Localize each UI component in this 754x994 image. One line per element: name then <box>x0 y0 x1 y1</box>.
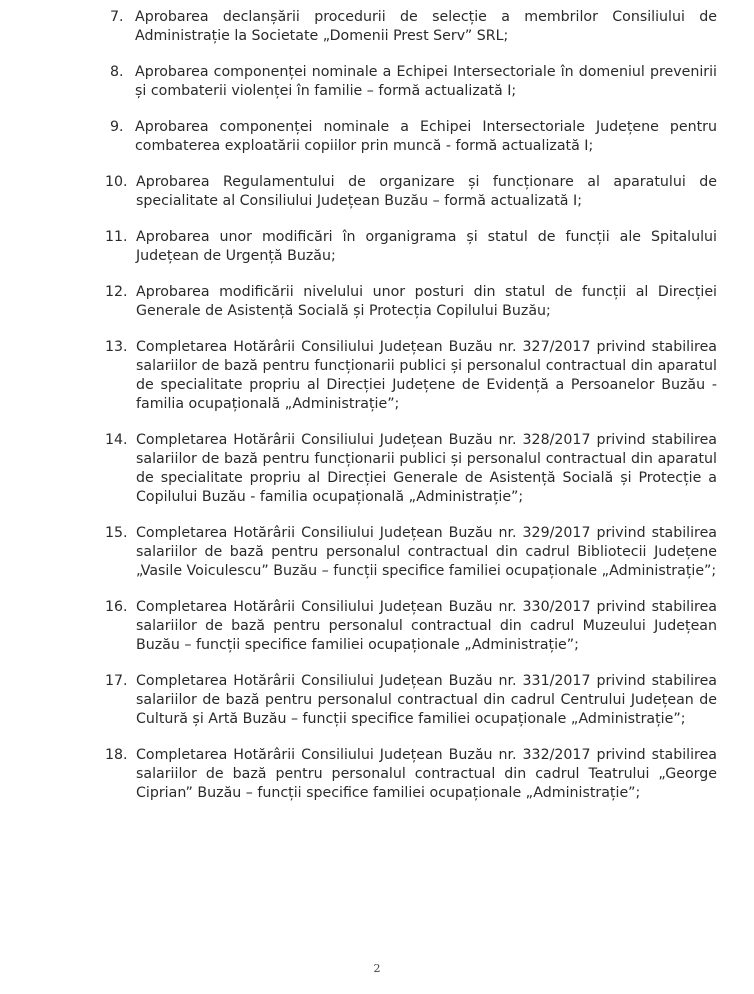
item-text: Aprobarea unor modificări în organigrama și statul de funcții ale Spitalului Județean de Urgență Buzău; <box>136 229 717 264</box>
item-number: 14. <box>105 432 128 448</box>
agenda-item-18 <box>105 746 717 803</box>
agenda-item-7 <box>105 8 717 46</box>
item-text: Aprobarea componenței nominale a Echipei Intersectoriale în domeniul prevenirii și combaterii violenței în familie – formă actualizată I; <box>135 64 717 99</box>
item-number: 17. <box>105 673 128 689</box>
item-text: Completarea Hotărârii Consiliului Județean Buzău nr. 331/2017 privind stabilirea salariilor de bază pentru personalul contractual din cadrul Centrului Județean de Cultură și Artă Buzău – funcții specifice familiei ocupaționale „Administrație”; <box>136 673 717 727</box>
item-number: 7. <box>110 9 124 25</box>
agenda-item-16 <box>105 598 717 655</box>
item-number: 10. <box>105 174 128 190</box>
agenda-item-17 <box>105 672 717 729</box>
agenda-item-10 <box>105 173 717 211</box>
item-text: Completarea Hotărârii Consiliului Județean Buzău nr. 328/2017 privind stabilirea salariilor de bază pentru funcționarii publici și personalul contractual din aparatul de specialitate propriu al Direcției Generale de Asistență Socială și Protecție a Copilului Buzău - familia ocupațională „Administrație”; <box>136 432 717 505</box>
item-text: Completarea Hotărârii Consiliului Județean Buzău nr. 329/2017 privind stabilirea salariilor de bază pentru personalul contractual din cadrul Bibliotecii Județene „Vasile Voiculescu” Buzău – funcții specifice familiei ocupaționale „Administrație”; <box>136 525 717 579</box>
item-number: 8. <box>110 64 124 80</box>
agenda-item-9 <box>105 118 717 156</box>
agenda-item-11 <box>105 228 717 266</box>
item-number: 15. <box>105 525 128 541</box>
item-number: 13. <box>105 339 128 355</box>
agenda-item-15 <box>105 524 717 581</box>
item-text: Completarea Hotărârii Consiliului Județean Buzău nr. 330/2017 privind stabilirea salariilor de bază pentru personalul contractual din cadrul Muzeului Județean Buzău – funcții specifice familiei ocupaționale „Administrație”; <box>136 599 717 653</box>
page-number: 2 <box>373 962 381 975</box>
agenda-item-14 <box>105 431 717 507</box>
item-text: Completarea Hotărârii Consiliului Județean Buzău nr. 327/2017 privind stabilirea salariilor de bază pentru funcționarii publici și personalul contractual din aparatul de specialitate propriu al Direcției Județene de Evidență a Persoanelor Buzău - familia ocupațională „Administrație”; <box>136 339 717 412</box>
agenda-item-8 <box>105 63 717 101</box>
item-number: 12. <box>105 284 128 300</box>
item-number: 16. <box>105 599 128 615</box>
item-number: 11. <box>105 229 128 245</box>
agenda-item-13 <box>105 338 717 414</box>
item-text: Aprobarea Regulamentului de organizare și funcționare al aparatului de specialitate al Consiliului Județean Buzău – formă actualizată I; <box>136 174 717 209</box>
agenda-item-12 <box>105 283 717 321</box>
item-text: Aprobarea modificării nivelului unor posturi din statul de funcții al Direcției Generale de Asistență Socială și Protecția Copilului Buzău; <box>136 284 717 319</box>
item-number: 18. <box>105 747 128 763</box>
item-text: Aprobarea componenței nominale a Echipei Intersectoriale Județene pentru combaterea exploatării copiilor prin muncă - formă actualizată I; <box>135 119 717 154</box>
item-text: Aprobarea declanșării procedurii de selecție a membrilor Consiliului de Administrație la Societate „Domenii Prest Serv” SRL; <box>135 9 717 44</box>
item-number: 9. <box>110 119 124 135</box>
agenda-list <box>105 8 717 820</box>
item-text: Completarea Hotărârii Consiliului Județean Buzău nr. 332/2017 privind stabilirea salariilor de bază pentru personalul contractual din cadrul Teatrului „George Ciprian” Buzău – funcții specifice familiei ocupaționale „Administrație”; <box>136 747 717 801</box>
